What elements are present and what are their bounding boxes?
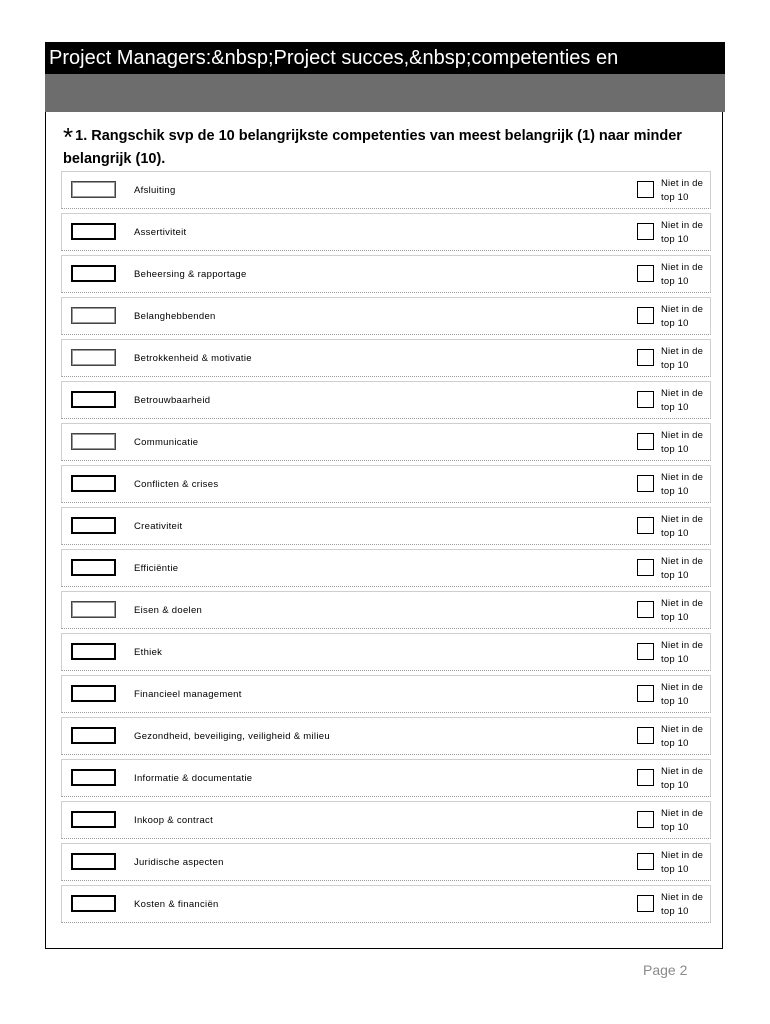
question-text [63,122,713,170]
competency-row [61,423,711,461]
competency-label: Eisen & doelen [134,605,203,616]
not-in-top10-line1: Niet in de [661,892,704,903]
competency-row [61,507,711,545]
not-in-top10-line2: top 10 [661,696,689,707]
not-in-top10-line1: Niet in de [661,556,704,567]
competency-row [61,381,711,419]
not-in-top10-line1: Niet in de [661,346,704,357]
rank-input[interactable] [71,811,116,828]
rank-input[interactable] [71,433,116,450]
rank-input[interactable] [71,727,116,744]
not-in-top10-line2: top 10 [661,360,689,371]
competency-row [61,759,711,797]
competency-label: Beheersing & rapportage [134,269,247,280]
competency-row [61,465,711,503]
competency-row [61,885,711,923]
rank-input[interactable] [71,895,116,912]
not-in-top10-checkbox[interactable] [637,517,654,534]
competency-label: Communicatie [134,437,199,448]
competency-label: Afsluiting [134,185,176,196]
competency-row [61,843,711,881]
not-in-top10-line2: top 10 [661,192,689,203]
not-in-top10-checkbox[interactable] [637,475,654,492]
competency-row [61,717,711,755]
not-in-top10-checkbox[interactable] [637,391,654,408]
competency-label: Efficiëntie [134,563,179,574]
not-in-top10-label [661,177,703,205]
competency-row [61,675,711,713]
competency-row [61,171,711,209]
not-in-top10-line2: top 10 [661,822,689,833]
not-in-top10-checkbox[interactable] [637,643,654,660]
rank-input[interactable] [71,769,116,786]
not-in-top10-line1: Niet in de [661,262,704,273]
not-in-top10-line1: Niet in de [661,598,704,609]
not-in-top10-checkbox[interactable] [637,181,654,198]
not-in-top10-checkbox[interactable] [637,853,654,870]
not-in-top10-line1: Niet in de [661,430,704,441]
not-in-top10-line2: top 10 [661,864,689,875]
not-in-top10-line1: Niet in de [661,640,704,651]
not-in-top10-line2: top 10 [661,570,689,581]
required-marker: * [63,122,74,152]
competency-row [61,591,711,629]
not-in-top10-line2: top 10 [661,276,689,287]
not-in-top10-line2: top 10 [661,612,689,623]
not-in-top10-checkbox[interactable] [637,349,654,366]
not-in-top10-line2: top 10 [661,234,689,245]
competency-row [61,255,711,293]
competency-label: Creativiteit [134,521,183,532]
not-in-top10-line1: Niet in de [661,724,704,735]
not-in-top10-line2: top 10 [661,318,689,329]
not-in-top10-line2: top 10 [661,906,689,917]
not-in-top10-line2: top 10 [661,528,689,539]
not-in-top10-line1: Niet in de [661,808,704,819]
rank-input[interactable] [71,391,116,408]
rank-input[interactable] [71,601,116,618]
not-in-top10-label [661,849,703,877]
competency-label: Gezondheid, beveiliging, veiligheid & milieu [134,731,330,742]
rank-input[interactable] [71,685,116,702]
competency-label: Betrouwbaarheid [134,395,211,406]
rank-input[interactable] [71,349,116,366]
not-in-top10-checkbox[interactable] [637,307,654,324]
competency-row [61,633,711,671]
not-in-top10-checkbox[interactable] [637,601,654,618]
not-in-top10-label [661,597,703,625]
not-in-top10-label [661,807,703,835]
not-in-top10-label [661,471,703,499]
not-in-top10-checkbox[interactable] [637,769,654,786]
not-in-top10-line1: Niet in de [661,682,704,693]
rank-input[interactable] [71,265,116,282]
competency-label: Kosten & financiën [134,899,219,910]
question-label: 1. Rangschik svp de 10 belangrijkste competenties van meest belangrijk (1) naar minder belangrijk (10). [63,128,682,167]
not-in-top10-line2: top 10 [661,402,689,413]
competency-label: Inkoop & contract [134,815,214,826]
not-in-top10-line1: Niet in de [661,178,704,189]
page-title: Project Managers:&nbsp;Project succes,&nbsp;competenties en [45,42,725,74]
not-in-top10-line1: Niet in de [661,388,704,399]
rank-input[interactable] [71,853,116,870]
not-in-top10-line1: Niet in de [661,766,704,777]
competency-list [61,171,711,927]
rank-input[interactable] [71,643,116,660]
not-in-top10-label [661,639,703,667]
not-in-top10-checkbox[interactable] [637,559,654,576]
not-in-top10-label [661,345,703,373]
competency-label: Informatie & documentatie [134,773,253,784]
not-in-top10-checkbox[interactable] [637,223,654,240]
competency-row [61,801,711,839]
competency-row [61,549,711,587]
not-in-top10-label [661,429,703,457]
rank-input[interactable] [71,181,116,198]
not-in-top10-line2: top 10 [661,444,689,455]
competency-row [61,339,711,377]
not-in-top10-label [661,513,703,541]
rank-input[interactable] [71,307,116,324]
not-in-top10-line2: top 10 [661,654,689,665]
not-in-top10-checkbox[interactable] [637,433,654,450]
not-in-top10-checkbox[interactable] [637,811,654,828]
not-in-top10-line1: Niet in de [661,220,704,231]
section-bar [45,74,725,112]
not-in-top10-line1: Niet in de [661,304,704,315]
not-in-top10-label [661,681,703,709]
not-in-top10-label [661,303,703,331]
not-in-top10-label [661,219,703,247]
not-in-top10-line1: Niet in de [661,472,704,483]
competency-label: Belanghebbenden [134,311,216,322]
rank-input[interactable] [71,517,116,534]
competency-label: Conflicten & crises [134,479,219,490]
rank-input[interactable] [71,559,116,576]
competency-row [61,213,711,251]
rank-input[interactable] [71,223,116,240]
not-in-top10-label [661,765,703,793]
not-in-top10-checkbox[interactable] [637,895,654,912]
not-in-top10-checkbox[interactable] [637,685,654,702]
not-in-top10-label [661,555,703,583]
competency-label: Ethiek [134,647,163,658]
competency-label: Assertiviteit [134,227,187,238]
not-in-top10-line2: top 10 [661,738,689,749]
not-in-top10-line2: top 10 [661,486,689,497]
not-in-top10-label [661,261,703,289]
competency-row [61,297,711,335]
not-in-top10-label [661,387,703,415]
rank-input[interactable] [71,475,116,492]
not-in-top10-line2: top 10 [661,780,689,791]
competency-label: Betrokkenheid & motivatie [134,353,252,364]
competency-label: Financieel management [134,689,242,700]
not-in-top10-line1: Niet in de [661,850,704,861]
not-in-top10-line1: Niet in de [661,514,704,525]
not-in-top10-checkbox[interactable] [637,265,654,282]
competency-label: Juridische aspecten [134,857,224,868]
not-in-top10-checkbox[interactable] [637,727,654,744]
page-number: Page 2 [643,962,688,978]
not-in-top10-label [661,891,703,919]
not-in-top10-label [661,723,703,751]
